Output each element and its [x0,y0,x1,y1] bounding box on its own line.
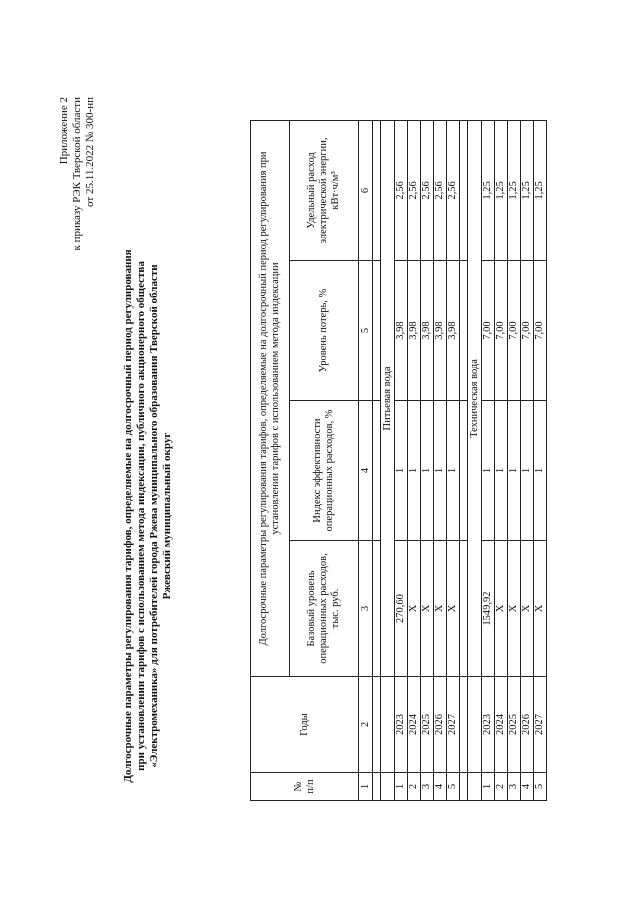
row-energy: 2,56 [421,120,434,260]
row-year: 2027 [447,677,460,773]
row-base-opex: Х [534,541,547,677]
row-year: 2026 [434,677,447,773]
section-row [381,120,395,800]
row-base-opex: 1549,92 [482,541,495,677]
row-number: 1 [482,773,495,801]
row-year: 2023 [482,677,495,773]
appendix-block [58,97,97,251]
table-row [521,120,534,800]
row-efficiency: 1 [447,401,460,541]
row-energy: 1,25 [482,120,495,260]
col-number: 3 [359,541,373,677]
row-efficiency: 1 [421,401,434,541]
title-line-3: «Электромеханика» для потребителей города Ржева муниципального образования Тверской области [148,264,160,768]
spacer-row [373,120,381,800]
rotated-page [40,91,600,811]
table-row [395,120,408,800]
row-energy: 1,25 [495,120,508,260]
title-line-2: при установлении тарифов с использованием метода индексации, публичного акционерного общества [135,261,147,771]
row-number: 5 [447,773,460,801]
table-row [434,120,447,800]
header-num: № п/п [251,773,359,801]
row-year: 2027 [534,677,547,773]
row-efficiency: 1 [434,401,447,541]
row-year: 2024 [408,677,421,773]
row-losses: 3,98 [447,261,460,401]
row-losses: 7,00 [534,261,547,401]
row-year: 2023 [395,677,408,773]
row-number: 1 [395,773,408,801]
row-year: 2025 [508,677,521,773]
row-efficiency: 1 [495,401,508,541]
row-losses: 7,00 [521,261,534,401]
row-losses: 7,00 [508,261,521,401]
row-number: 3 [508,773,521,801]
spacer-row [460,120,468,800]
col-number: 2 [359,677,373,773]
row-number: 3 [421,773,434,801]
row-losses: 7,00 [482,261,495,401]
row-efficiency: 1 [521,401,534,541]
row-energy: 1,25 [521,120,534,260]
col-number: 4 [359,401,373,541]
row-number: 4 [434,773,447,801]
appendix-line-1: Приложение 2 [58,97,70,165]
row-base-opex: 270,60 [395,541,408,677]
row-efficiency: 1 [482,401,495,541]
row-energy: 2,56 [408,120,421,260]
row-year: 2025 [421,677,434,773]
row-base-opex: Х [495,541,508,677]
row-base-opex: Х [421,541,434,677]
table-row [447,120,460,800]
header-efficiency: Индекс эффективности операционных расходов, % [290,401,359,541]
table-row [534,120,547,800]
row-energy: 2,56 [434,120,447,260]
row-efficiency: 1 [534,401,547,541]
row-energy: 2,56 [447,120,460,260]
appendix-line-3: от 25.11.2022 № 300-нп [84,97,96,207]
col-number: 5 [359,261,373,401]
header-years: Годы [251,677,359,773]
table-row [508,120,521,800]
table-row [482,120,495,800]
column-number-row [359,120,373,800]
row-base-opex: Х [508,541,521,677]
header-base-opex: Базовый уровень операционных расходов, тыс. руб. [290,541,359,677]
row-energy: 2,56 [395,120,408,260]
row-energy: 1,25 [508,120,521,260]
section-title: Техническая вода [468,120,482,676]
appendix-line-2: к приказу РЭК Тверской области [71,97,83,251]
title-line-4: Ржевский муниципальный округ [161,432,173,600]
section-row [468,120,482,800]
row-losses: 3,98 [408,261,421,401]
header-energy: Удельный расход электрической энергии, кВт·ч/м³ [290,120,359,260]
header-losses: Уровень потерь, % [290,261,359,401]
header-group: Долгосрочные параметры регулирования тарифов, определяемые на долгосрочный период регулирования при установлении тарифов с использованием метода индексации [251,120,290,676]
row-losses: 3,98 [434,261,447,401]
row-number: 2 [408,773,421,801]
row-base-opex: Х [434,541,447,677]
row-base-opex: Х [408,541,421,677]
row-number: 2 [495,773,508,801]
row-energy: 1,25 [534,120,547,260]
row-losses: 3,98 [395,261,408,401]
row-losses: 3,98 [421,261,434,401]
table-header-row [251,120,290,800]
row-base-opex: Х [447,541,460,677]
row-efficiency: 1 [508,401,521,541]
row-year: 2026 [521,677,534,773]
parameters-table [250,120,547,801]
table-row [408,120,421,800]
title-line-1: Долгосрочные параметры регулирования тарифов, определяемые на долгосрочный период регулирования [122,249,134,783]
table-row [495,120,508,800]
document-title [122,236,174,796]
row-number: 5 [534,773,547,801]
row-efficiency: 1 [395,401,408,541]
row-losses: 7,00 [495,261,508,401]
row-year: 2024 [495,677,508,773]
section-title: Питьевая вода [381,120,395,676]
row-base-opex: Х [521,541,534,677]
col-number: 1 [359,773,373,801]
row-efficiency: 1 [408,401,421,541]
table-row [421,120,434,800]
col-number: 6 [359,120,373,260]
row-number: 4 [521,773,534,801]
